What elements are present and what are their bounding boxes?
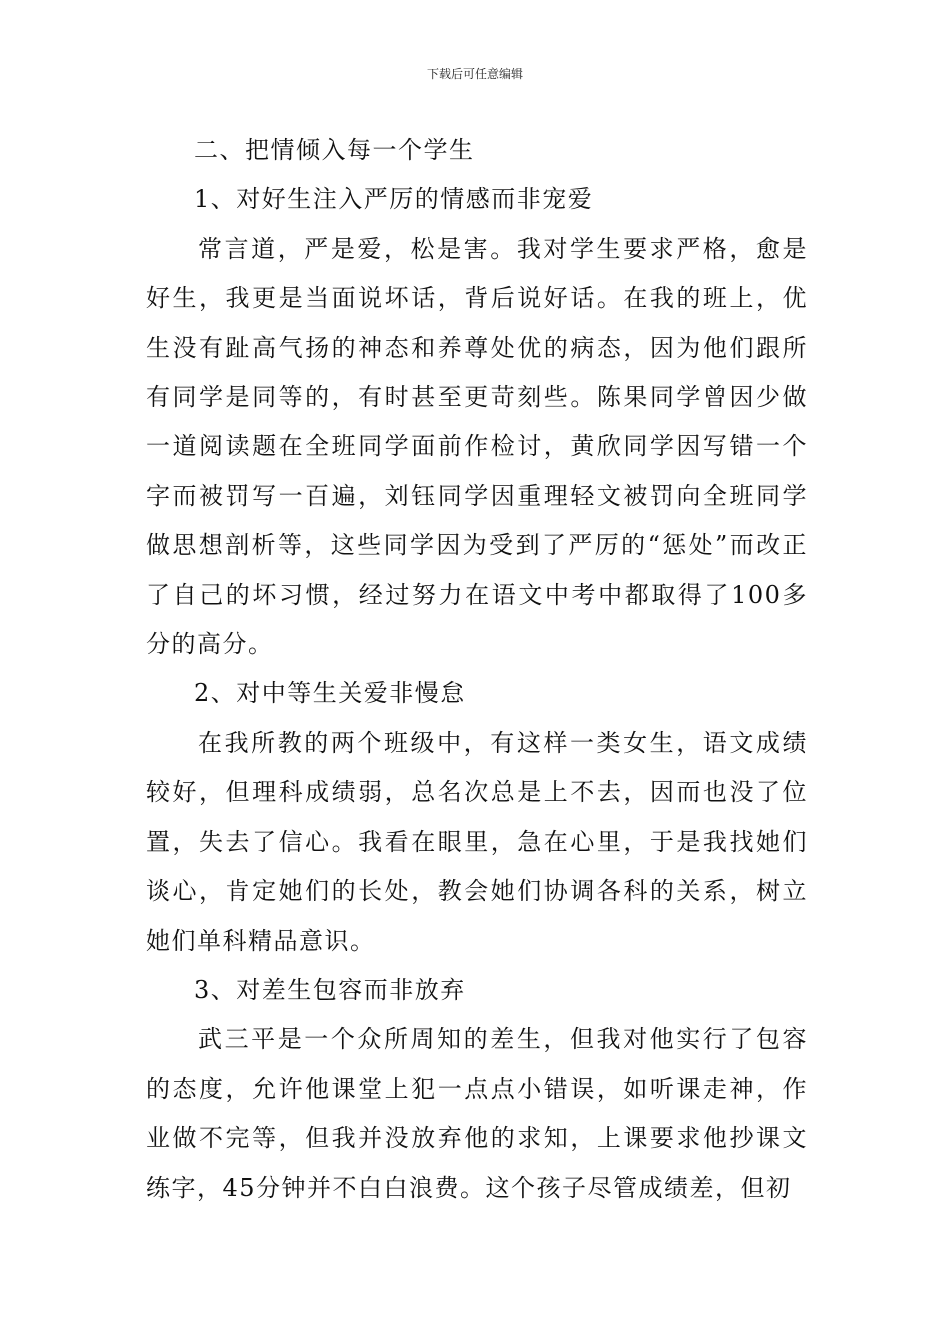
paragraph-weak-students: 武三平是一个众所周知的差生，但我对他实行了包容的态度，允许他课堂上犯一点点小错误，如听课走神，作业做不完等，但我并没放弃他的求知，上课要求他抄课文练字，45分钟并不白白浪费。这个孩子尽管成绩差，但初 bbox=[146, 1025, 808, 1202]
subsection-title-1: 1、对好生注入严厉的情感而非宠爱 bbox=[194, 185, 594, 214]
subsection-title-3: 3、对差生包容而非放弃 bbox=[194, 975, 466, 1004]
document-body bbox=[146, 126, 808, 1213]
page-header-note: 下载后可任意编辑 bbox=[426, 67, 523, 81]
section-title: 二、把情倾入每一个学生 bbox=[194, 136, 475, 164]
paragraph-average-students: 在我所教的两个班级中，有这样一类女生，语文成绩较好，但理科成绩弱，总名次总是上不去，因而也没了位置，失去了信心。我看在眼里，急在心里，于是我找她们谈心，肯定她们的长处，教会她们协调各科的关系，树立她们单科精品意识。 bbox=[146, 728, 808, 955]
paragraph-good-students: 常言道，严是爱，松是害。我对学生要求严格，愈是好生，我更是当面说坏话，背后说好话。在我的班上，优生没有趾高气扬的神态和养尊处优的病态，因为他们跟所有同学是同等的，有时甚至更苛刻些。陈果同学曾因少做一道阅读题在全班同学面前作检讨，黄欣同学因写错一个字而被罚写一百遍，刘钰同学因重理轻文被罚向全班同学做思想剖析等，这些同学因为受到了严厉的“惩处”而改正了自己的坏习惯，经过努力在语文中考中都取得了100多分的高分。 bbox=[146, 234, 808, 659]
subsection-title-2: 2、对中等生关爱非慢怠 bbox=[194, 679, 466, 708]
